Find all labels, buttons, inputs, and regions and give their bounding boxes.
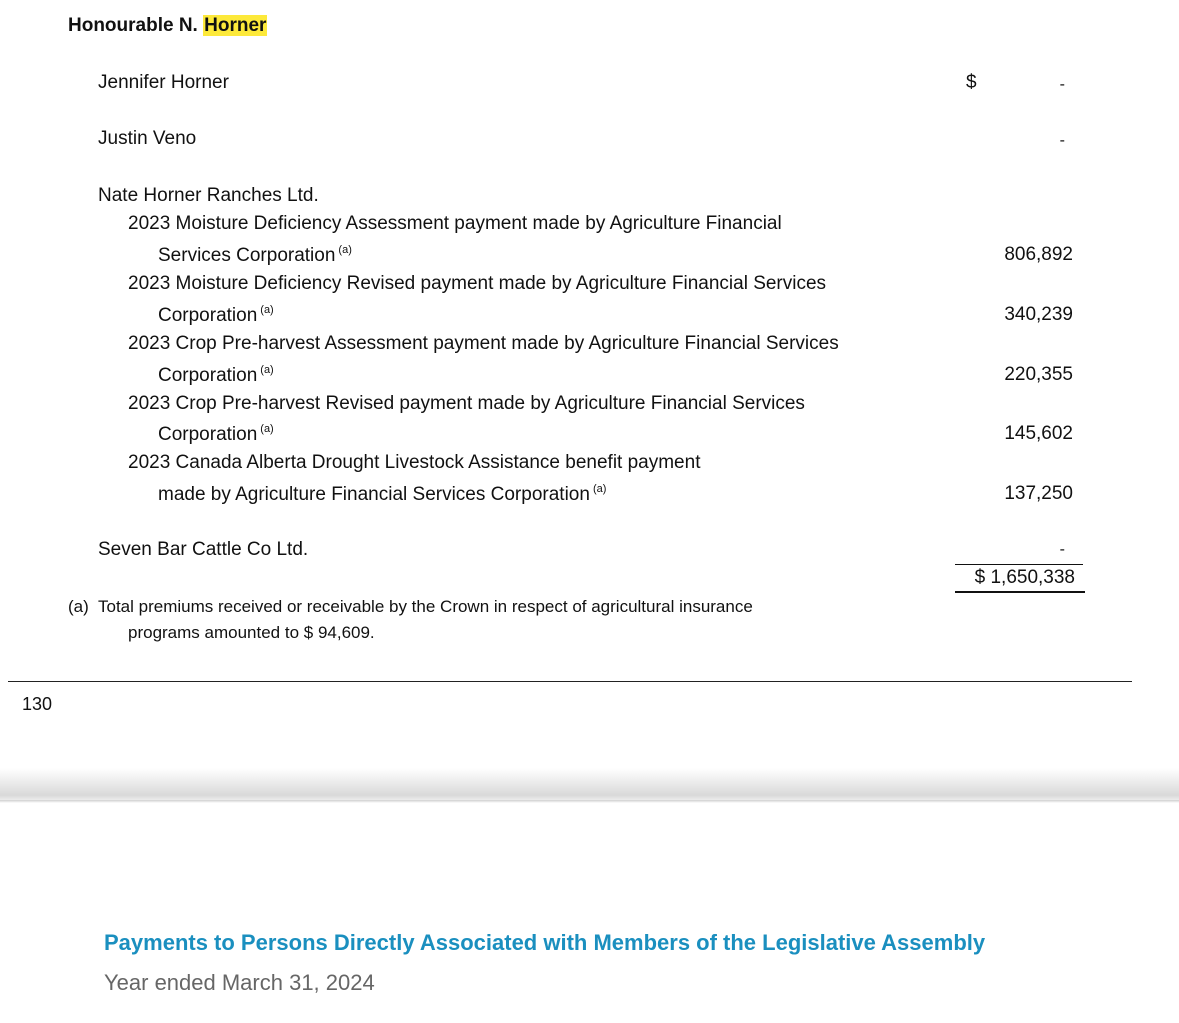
payment-description: 2023 Crop Pre-harvest Revised payment made by Agriculture Financial Services [128, 393, 805, 414]
payment-description-cont: Services Corporation $^{(a)}$ [158, 244, 352, 266]
currency-symbol: $ [966, 72, 977, 93]
payment-description-cont: made by Agriculture Financial Services Corporation $^{(a)}$ [158, 483, 607, 505]
person-amount: - [1059, 132, 1065, 149]
payment-amount: 137,250 [1004, 483, 1073, 504]
person-name: Nate Horner Ranches Ltd. [98, 185, 319, 206]
person-name: Justin Veno [98, 128, 197, 149]
person-name: Jennifer Horner [98, 72, 229, 93]
page-separator [0, 768, 1179, 800]
footnote-text-cont: programs amounted to $ 94,609. [128, 623, 375, 642]
payment-amount: 145,602 [1004, 423, 1073, 444]
person-name: Seven Bar Cattle Co Ltd. [98, 539, 309, 560]
payment-description-cont: Corporation $^{(a)}$ [158, 304, 274, 326]
grand-total: $ 1,650,338 [974, 567, 1075, 588]
person-amount: - [1059, 76, 1065, 93]
footnote-ref: (a) [260, 364, 274, 376]
footnote-text: Total premiums received or receivable by the Crown in respect of agricultural insurance [98, 597, 753, 616]
highlighted-surname: Horner [204, 15, 267, 36]
payment-amount: 806,892 [1004, 244, 1073, 265]
total-rule [955, 564, 1083, 565]
footnote-ref: (a) [592, 483, 607, 495]
footnote-ref: (a) [338, 244, 352, 256]
total-double-rule [955, 591, 1085, 593]
footnote-ref: (a) [260, 423, 274, 435]
payment-description: 2023 Canada Alberta Drought Livestock Assistance benefit payment [128, 452, 701, 473]
payment-amount: 340,239 [1004, 304, 1073, 325]
member-prefix: Honourable N. [68, 15, 198, 36]
payment-description: 2023 Moisture Deficiency Assessment payment made by Agriculture Financial [128, 213, 782, 234]
page-number: 130 [22, 694, 53, 714]
footer-rule [8, 681, 1132, 682]
person-amount: - [1059, 541, 1065, 558]
payment-description-cont: Corporation $^{(a)}$ [158, 364, 274, 386]
page-title: Payments to Persons Directly Associated with Members of the Legislative Assembly [104, 930, 986, 955]
payment-description: 2023 Moisture Deficiency Revised payment made by Agriculture Financial Services [128, 273, 827, 294]
payment-description: 2023 Crop Pre-harvest Assessment payment made by Agriculture Financial Services [128, 333, 839, 354]
page-separator-shadow [0, 800, 1179, 803]
footnote-label: (a) [68, 597, 89, 616]
page-subtitle: Year ended March 31, 2024 [104, 970, 375, 995]
member-heading [68, 15, 267, 37]
payment-amount: 220,355 [1004, 364, 1073, 385]
payment-description-cont: Corporation $^{(a)}$ [158, 423, 274, 445]
footnote-ref: (a) [260, 304, 274, 316]
